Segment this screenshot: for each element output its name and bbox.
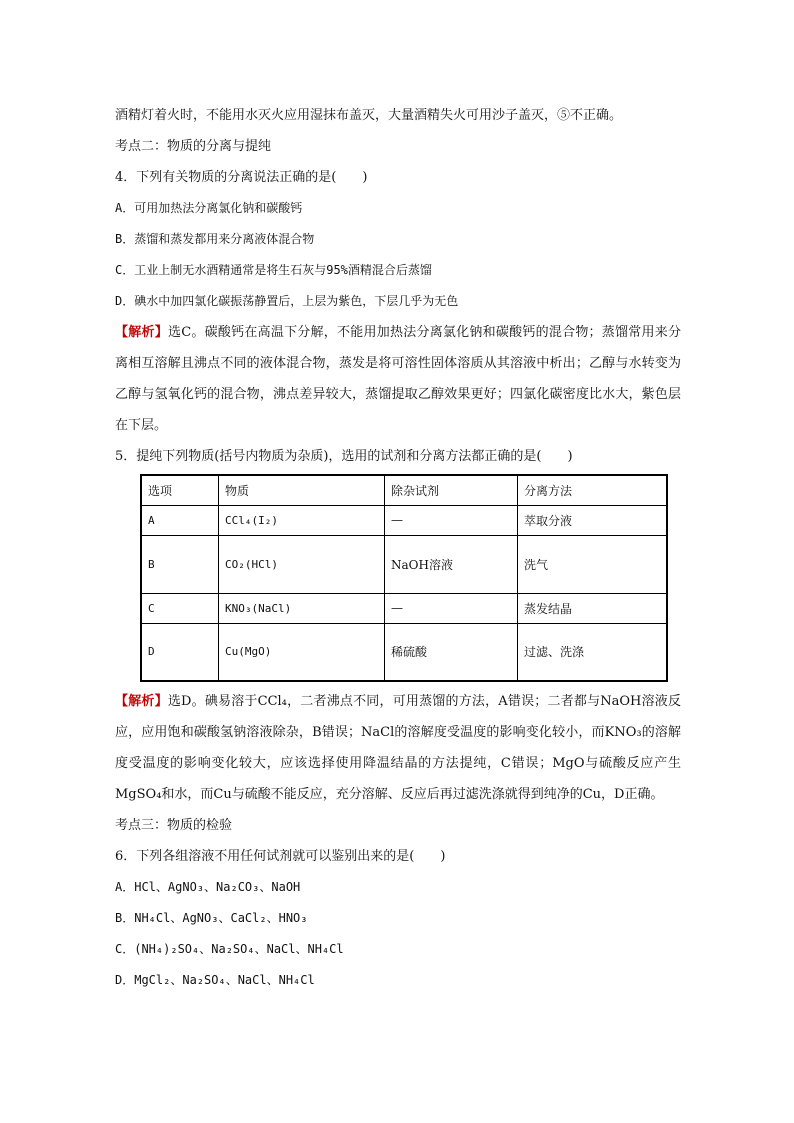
table-row: [141, 593, 667, 623]
question-5-stem: 5．提纯下列物质(括号内物质为杂质)，选用的试剂和分离方法都正确的是( ): [115, 449, 573, 464]
paragraph-continuation: 酒精灯着火时，不能用水灭火应用湿抹布盖灭，大量酒精失火可用沙子盖灭，⑤不正确。: [115, 108, 623, 123]
document-page: [115, 100, 681, 996]
section-heading-kaodian2: 考点二：物质的分离与提纯: [115, 139, 272, 154]
table-cell-substance: Cu(MgO): [219, 623, 385, 681]
analysis-tag: 【解析】: [115, 325, 168, 340]
table-row: [141, 535, 667, 593]
table-cell-method: 蒸发结晶: [518, 593, 668, 623]
table-cell-reagent: NaOH溶液: [385, 535, 518, 593]
question-6-option-c: C．(NH₄)₂SO₄、Na₂SO₄、NaCl、NH₄Cl: [115, 942, 344, 956]
question-5-analysis: [115, 686, 681, 810]
table-header-row: [141, 475, 667, 505]
table-cell-reagent: 稀硫酸: [385, 623, 518, 681]
analysis-text: 选C。碳酸钙在高温下分解，不能用加热法分离氯化钠和碳酸钙的混合物；蒸馏常用来分离相互溶解且沸点不同的液体混合物，蒸发是将可溶性固体溶质从其溶液中析出；乙醇与水转变为乙醇与氢氧化钙的混合物，沸点差异较大，蒸馏提取乙醇效果更好；四氯化碳密度比水大，紫色层在下层。: [115, 325, 681, 433]
section-heading-kaodian3: 考点三：物质的检验: [115, 818, 233, 833]
table-cell-option: C: [141, 593, 219, 623]
question-4-option-c: C．工业上制无水酒精通常是将生石灰与95%酒精混合后蒸馏: [115, 263, 432, 277]
table-cell-substance: KNO₃(NaCl): [219, 593, 385, 623]
table-cell-reagent: —: [385, 505, 518, 535]
question-6-option-d: D．MgCl₂、Na₂SO₄、NaCl、NH₄Cl: [115, 973, 315, 987]
question-4-option-a: A．可用加热法分离氯化钠和碳酸钙: [115, 201, 303, 215]
table-cell-substance: CCl₄(I₂): [219, 505, 385, 535]
table-cell-option: D: [141, 623, 219, 681]
table-header-cell: 选项: [141, 475, 219, 505]
question-4-option-b: B．蒸馏和蒸发都用来分离液体混合物: [115, 232, 315, 246]
table-row: [141, 623, 667, 681]
table-header-cell: 分离方法: [518, 475, 668, 505]
table-header-cell: 物质: [219, 475, 385, 505]
table-cell-method: 洗气: [518, 535, 668, 593]
question-6-option-b: B．NH₄Cl、AgNO₃、CaCl₂、HNO₃: [115, 911, 308, 925]
question-4-stem: 4．下列有关物质的分离说法正确的是( ): [115, 170, 368, 185]
question-6-option-a: A．HCl、AgNO₃、Na₂CO₃、NaOH: [115, 880, 301, 894]
table-cell-method: 萃取分液: [518, 505, 668, 535]
question-4-option-d: D．碘水中加四氯化碳振荡静置后，上层为紫色，下层几乎为无色: [115, 294, 459, 308]
table-cell-reagent: —: [385, 593, 518, 623]
table-row: [141, 505, 667, 535]
analysis-tag: 【解析】: [115, 694, 168, 709]
table-cell-option: A: [141, 505, 219, 535]
question-6-stem: 6．下列各组溶液不用任何试剂就可以鉴别出来的是( ): [115, 849, 446, 864]
question-4-analysis: [115, 317, 681, 441]
table-cell-method: 过滤、洗涤: [518, 623, 668, 681]
table-cell-substance: CO₂(HCl): [219, 535, 385, 593]
table-header-cell: 除杂试剂: [385, 475, 518, 505]
analysis-text: 选D。碘易溶于CCl₄，二者沸点不同，可用蒸馏的方法，A错误；二者都与NaOH溶液反应，应用饱和碳酸氢钠溶液除杂，B错误；NaCl的溶解度受温度的影响变化较小，而KNO₃的溶解度受温度的影响变化较大，应该选择使用降温结晶的方法提纯，C错误；MgO与硫酸反应产生MgSO₄和水，而Cu与硫酸不能反应，充分溶解、反应后再过滤洗涤就得到纯净的Cu，D正确。: [115, 694, 681, 802]
question-5-table: [140, 474, 668, 682]
table-cell-option: B: [141, 535, 219, 593]
